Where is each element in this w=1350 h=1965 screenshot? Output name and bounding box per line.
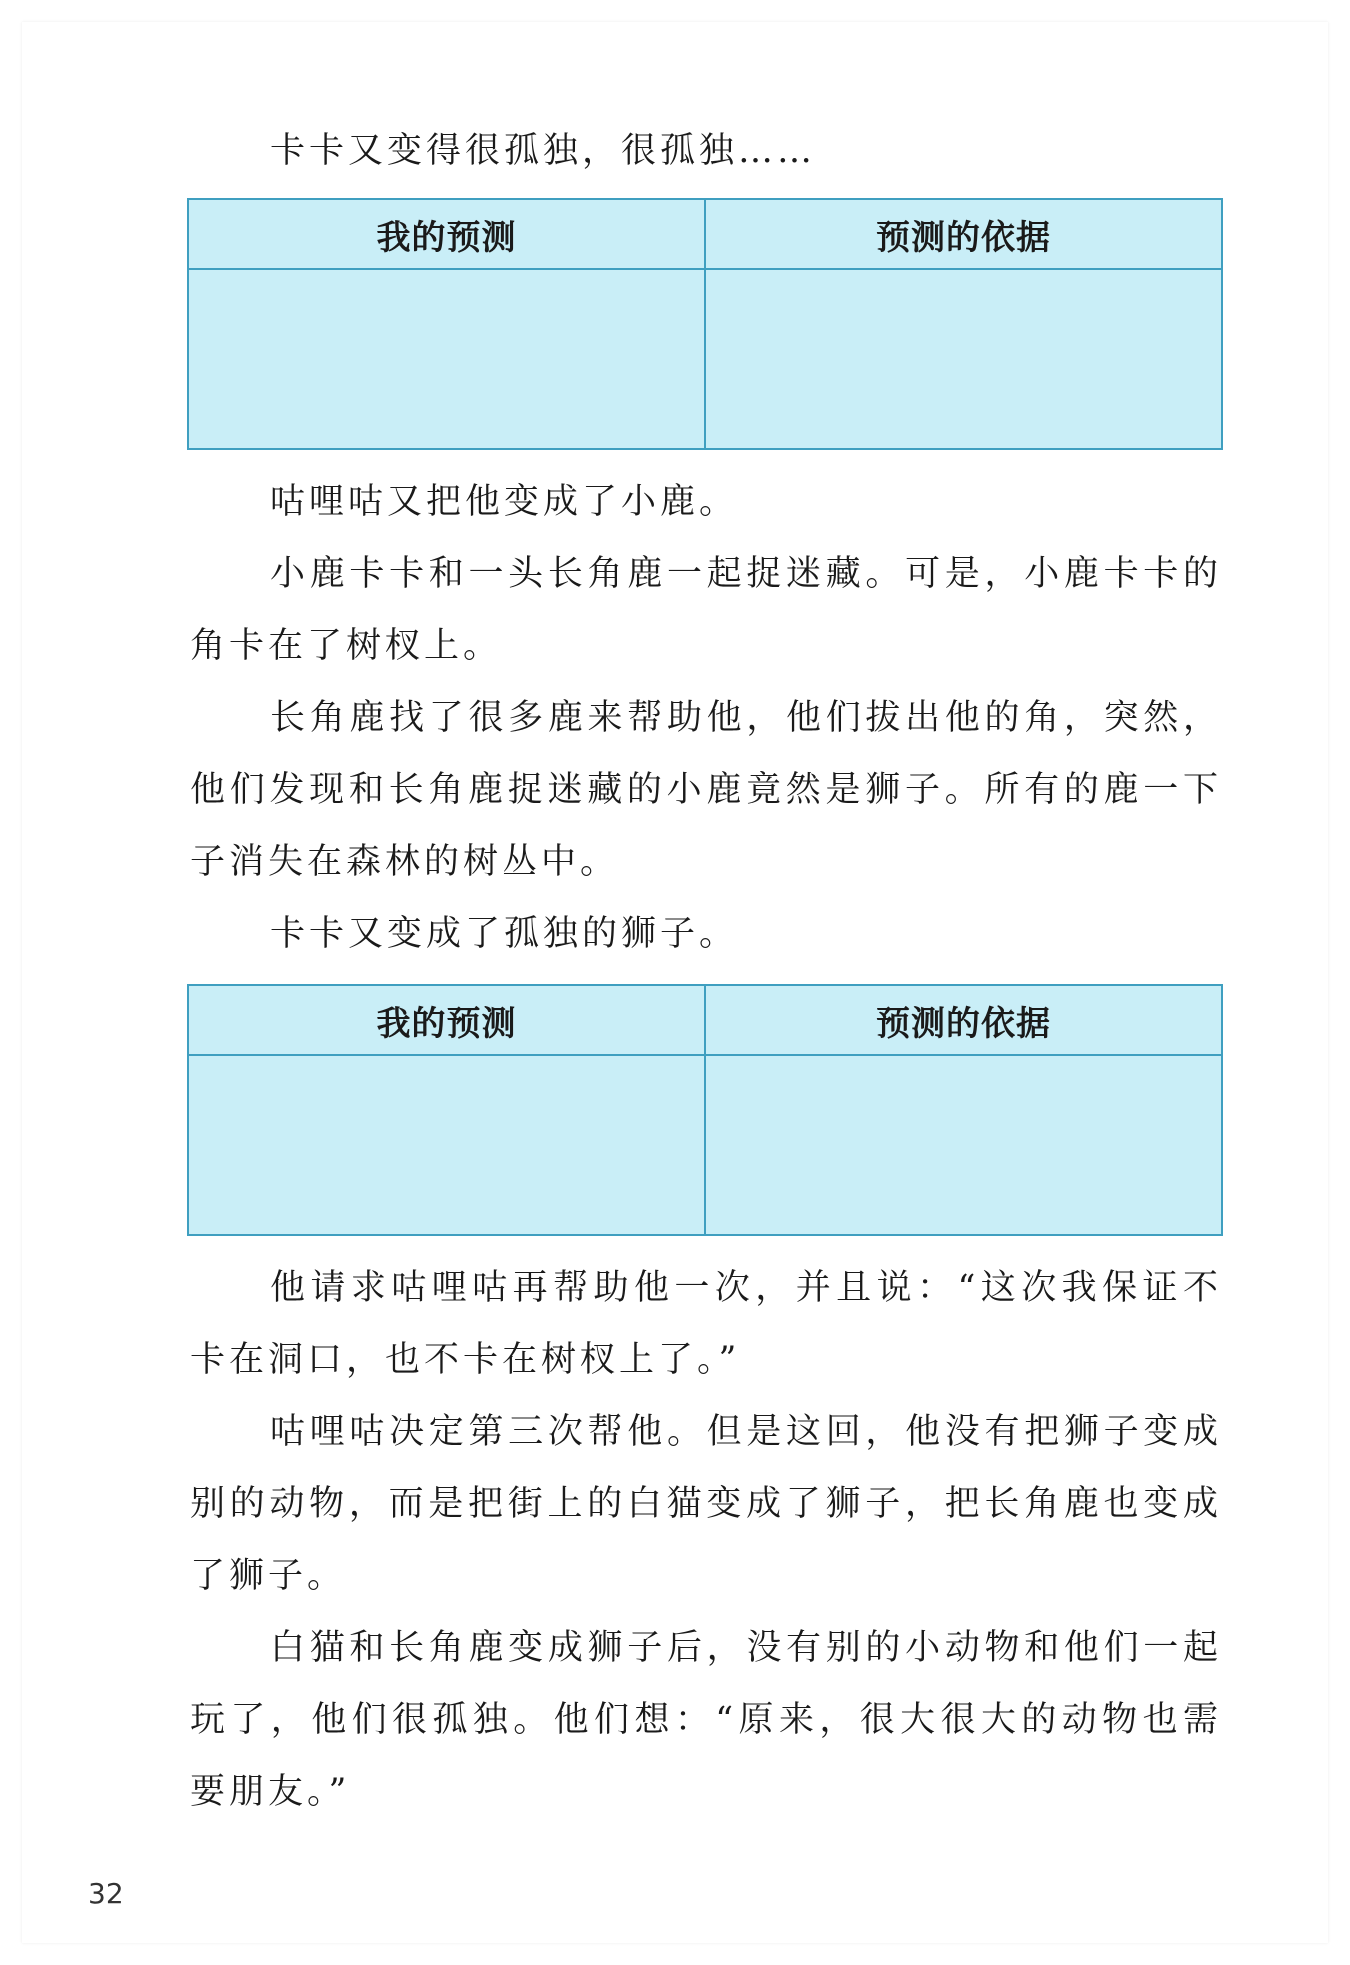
story-paragraph-8: 白猫和长角鹿变成狮子后，没有别的小动物和他们一起玩了，他们很孤独。他们想：“原来，很大很大的动物也需要朋友。”: [190, 1628, 1222, 1812]
story-paragraph-5: 卡卡又变成了孤独的狮子。: [270, 914, 739, 954]
prediction-table-2: [187, 984, 1223, 1236]
story-paragraph-4: 长角鹿找了很多鹿来帮助他，他们拔出他的角，突然，他们发现和长角鹿捉迷藏的小鹿竟然是狮子。所有的鹿一下子消失在森林的树丛中。: [190, 698, 1222, 882]
prediction-basis-cell[interactable]: [705, 1055, 1222, 1235]
prediction-table-1: [187, 198, 1223, 450]
story-paragraph-1: 卡卡又变得很孤独，很孤独……: [270, 131, 817, 171]
story-paragraph-3: 小鹿卡卡和一头长角鹿一起捉迷藏。可是，小鹿卡卡的角卡在了树杈上。: [190, 554, 1222, 666]
story-paragraph-7: 咕哩咕决定第三次帮他。但是这回，他没有把狮子变成别的动物，而是把街上的白猫变成了狮子，把长角鹿也变成了狮子。: [190, 1412, 1222, 1596]
prediction-header: 我的预测: [188, 985, 705, 1055]
page-number: 32: [88, 1877, 124, 1910]
prediction-basis-cell[interactable]: [705, 269, 1222, 449]
prediction-cell[interactable]: [188, 269, 705, 449]
prediction-basis-header: 预测的依据: [705, 985, 1222, 1055]
prediction-cell[interactable]: [188, 1055, 705, 1235]
story-paragraph-2: 咕哩咕又把他变成了小鹿。: [270, 482, 739, 522]
story-paragraph-6: 他请求咕哩咕再帮助他一次，并且说：“这次我保证不卡在洞口，也不卡在树杈上了。”: [190, 1268, 1222, 1380]
prediction-header: 我的预测: [188, 199, 705, 269]
prediction-basis-header: 预测的依据: [705, 199, 1222, 269]
